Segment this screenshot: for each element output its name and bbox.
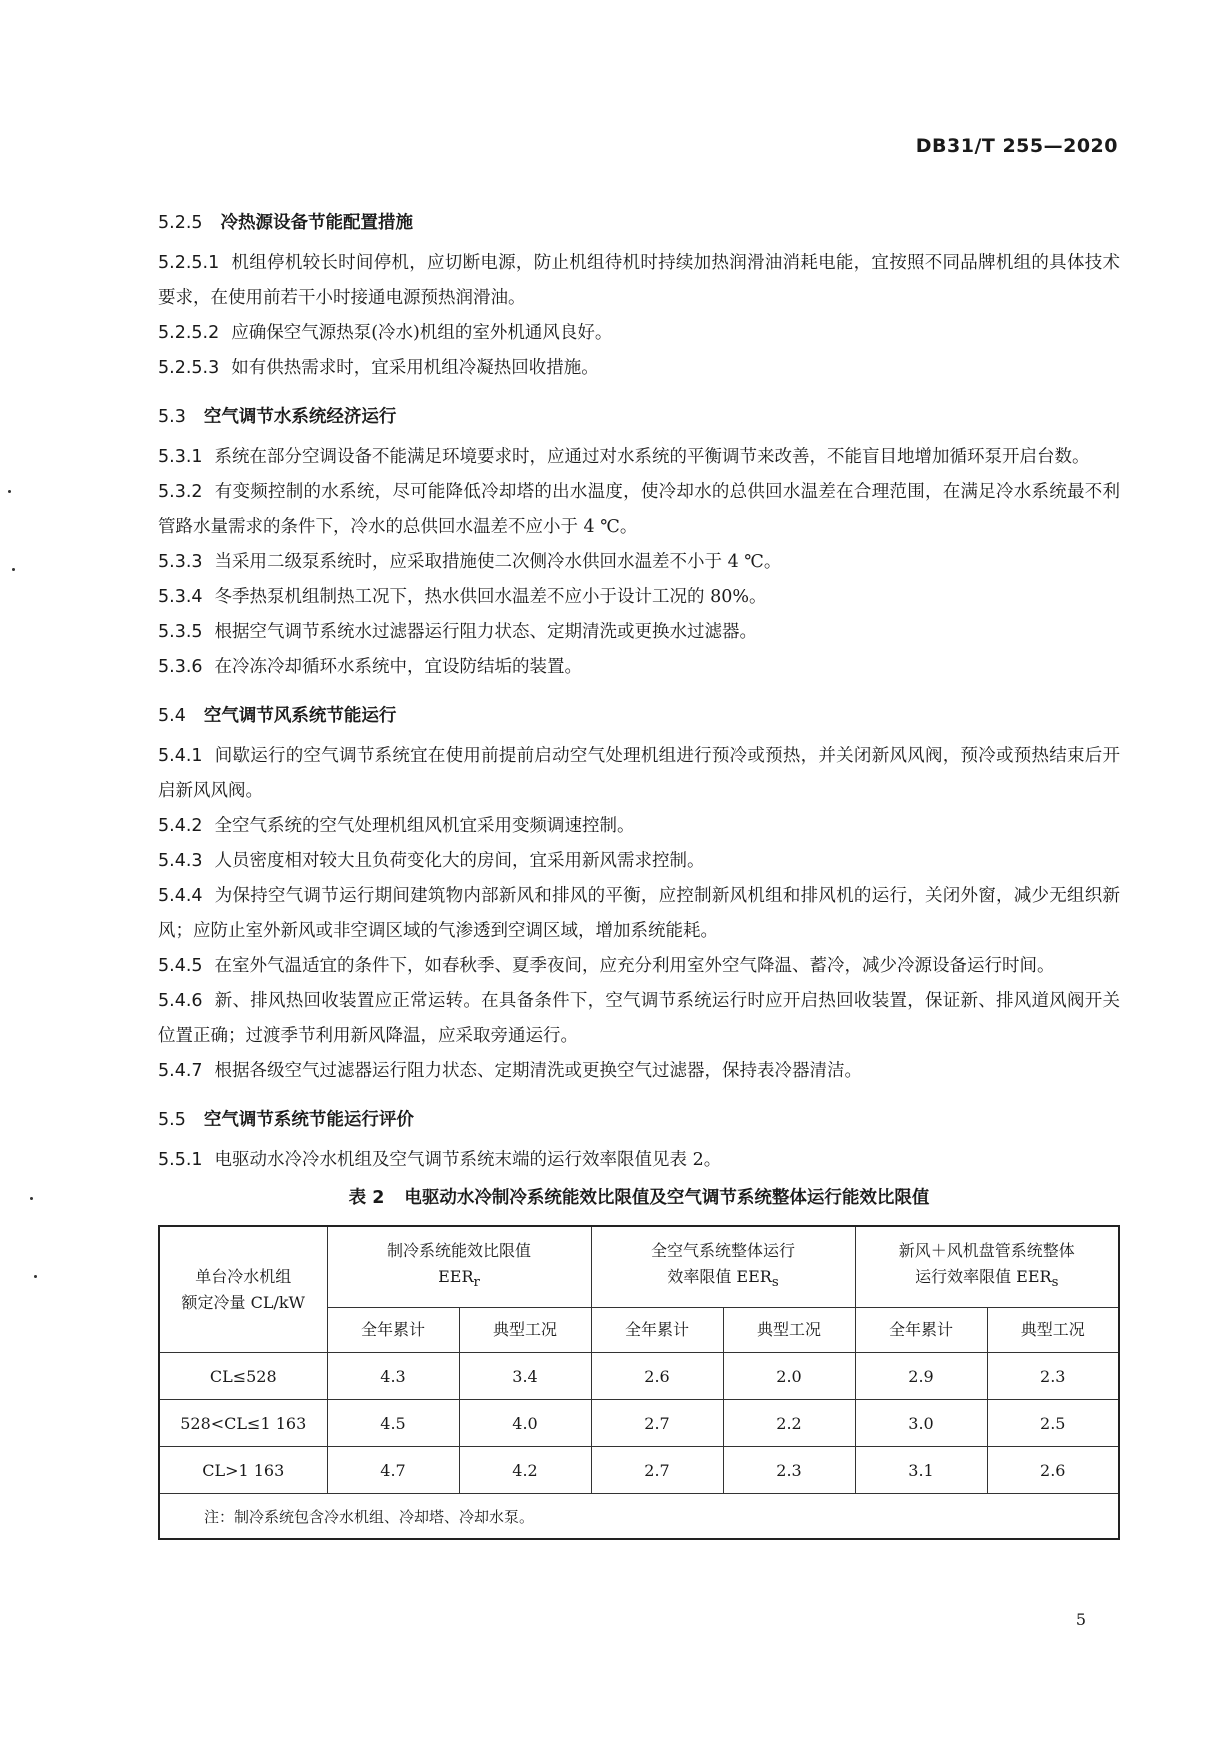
- table-header-group: 新风＋风机盘管系统整体 运行效率限值 $EER_s$: [855, 1226, 1119, 1308]
- table-header-group: 制冷系统能效比限值 $EER_r$: [327, 1226, 591, 1308]
- table-cell-label: CL>1 163: [159, 1447, 327, 1494]
- table-cell: 4.2: [459, 1447, 591, 1494]
- scan-mark: [34, 1275, 37, 1278]
- clause-5-4-4: 5.4.4 为保持空气调节运行期间建筑物内部新风和排风的平衡，应控制新风机组和排风机的运行，关闭外窗，减少无组织新风；应防止室外新风或非空调区域的气渗透到空调区域，增加系统能耗。: [158, 886, 1120, 941]
- scan-mark: [12, 568, 15, 571]
- table-cell-label: 528<CL≤1 163: [159, 1400, 327, 1447]
- table-row: [159, 1447, 1119, 1494]
- document-body: [158, 208, 1120, 1540]
- section-heading-5-2-5: 5.2.5 冷热源设备节能配置措施: [158, 213, 414, 233]
- table-cell: 2.6: [591, 1353, 723, 1400]
- table-cell: 2.6: [987, 1447, 1119, 1494]
- clause-5-4-5: 5.4.5 在室外气温适宜的条件下，如春秋季、夏季夜间，应充分利用室外空气降温、蓄冷，减少冷源设备运行时间。: [158, 956, 1055, 976]
- clause-5-4-7: 5.4.7 根据各级空气过滤器运行阻力状态、定期清洗或更换空气过滤器，保持表冷器清洁。: [158, 1061, 863, 1081]
- document-code: DB31/T 255—2020: [915, 135, 1118, 157]
- clause-5-3-5: 5.3.5 根据空气调节系统水过滤器运行阻力状态、定期清洗或更换水过滤器。: [158, 622, 758, 642]
- section-heading-5-3: 5.3 空气调节水系统经济运行: [158, 407, 397, 427]
- table-cell: 2.3: [723, 1447, 855, 1494]
- clause-5-2-5-1: 5.2.5.1 机组停机较长时间停机，应切断电源，防止机组待机时持续加热润滑油消耗电能，宜按照不同品牌机组的具体技术要求，在使用前若干小时接通电源预热润滑油。: [158, 253, 1120, 308]
- clause-5-4-2: 5.4.2 全空气系统的空气处理机组风机宜采用变频调速控制。: [158, 816, 635, 836]
- clause-5-4-1: 5.4.1 间歇运行的空气调节系统宜在使用前提前启动空气处理机组进行预冷或预热，并关闭新风风阀，预冷或预热结束后开启新风风阀。: [158, 746, 1120, 801]
- clause-5-4-6: 5.4.6 新、排风热回收装置应正常运转。在具备条件下，空气调节系统运行时应开启热回收装置，保证新、排风道风阀开关位置正确；过渡季节利用新风降温，应采取旁通运行。: [158, 991, 1120, 1046]
- clause-5-3-4: 5.3.4 冬季热泵机组制热工况下，热水供回水温差不应小于设计工况的 80%。: [158, 587, 767, 607]
- table-cell: 2.3: [987, 1353, 1119, 1400]
- table-subheader: 全年累计: [855, 1308, 987, 1353]
- scan-mark: [30, 1197, 33, 1200]
- table-subheader: 全年累计: [327, 1308, 459, 1353]
- table-cell: 4.5: [327, 1400, 459, 1447]
- table-note: 注：制冷系统包含冷水机组、冷却塔、冷却水泵。: [159, 1494, 1119, 1540]
- clause-5-4-3: 5.4.3 人员密度相对较大且负荷变化大的房间，宜采用新风需求控制。: [158, 851, 705, 871]
- scan-mark: [8, 490, 11, 493]
- table-subheader: 全年累计: [591, 1308, 723, 1353]
- table-cell: 2.7: [591, 1400, 723, 1447]
- clause-5-3-2: 5.3.2 有变频控制的水系统，尽可能降低冷却塔的出水温度，使冷却水的总供回水温差在合理范围，在满足冷水系统最不利管路水量需求的条件下，冷水的总供回水温差不应小于 4 ℃。: [158, 482, 1120, 537]
- efficiency-limits-table: [158, 1225, 1120, 1540]
- clause-5-2-5-3: 5.2.5.3 如有供热需求时，宜采用机组冷凝热回收措施。: [158, 358, 599, 378]
- table-subheader: 典型工况: [723, 1308, 855, 1353]
- table-cell: 4.7: [327, 1447, 459, 1494]
- table-row: [159, 1353, 1119, 1400]
- table-cell: 2.2: [723, 1400, 855, 1447]
- table-cell: 2.5: [987, 1400, 1119, 1447]
- clause-5-3-6: 5.3.6 在冷冻冷却循环水系统中，宜设防结垢的装置。: [158, 657, 583, 677]
- table-header-group: 全空气系统整体运行 效率限值 $EER_s$: [591, 1226, 855, 1308]
- table-cell: 3.0: [855, 1400, 987, 1447]
- table-caption: 表 2 电驱动水冷制冷系统能效比限值及空气调节系统整体运行能效比限值: [348, 1188, 930, 1208]
- table-cell: 3.4: [459, 1353, 591, 1400]
- clause-5-3-3: 5.3.3 当采用二级泵系统时，应采取措施使二次侧冷水供回水温差不小于 4 ℃。: [158, 552, 782, 572]
- section-heading-5-4: 5.4 空气调节风系统节能运行: [158, 706, 397, 726]
- clause-5-3-1: 5.3.1 系统在部分空调设备不能满足环境要求时，应通过对水系统的平衡调节来改善，不能盲目地增加循环泵开启台数。: [158, 447, 1090, 467]
- clause-5-5-1: 5.5.1 电驱动水冷冷水机组及空气调节系统末端的运行效率限值见表 2。: [158, 1150, 722, 1170]
- table-cell: 3.1: [855, 1447, 987, 1494]
- table-cell: 4.3: [327, 1353, 459, 1400]
- section-heading-5-5: 5.5 空气调节系统节能运行评价: [158, 1110, 414, 1130]
- table-cell: 2.0: [723, 1353, 855, 1400]
- table-header-capacity: 单台冷水机组 额定冷量 CL/kW: [159, 1226, 327, 1353]
- table-cell: 2.7: [591, 1447, 723, 1494]
- clause-5-2-5-2: 5.2.5.2 应确保空气源热泵(冷水)机组的室外机通风良好。: [158, 323, 613, 343]
- table-cell: 4.0: [459, 1400, 591, 1447]
- table-subheader: 典型工况: [987, 1308, 1119, 1353]
- table-cell: 2.9: [855, 1353, 987, 1400]
- table-cell-label: CL≤528: [159, 1353, 327, 1400]
- table-subheader: 典型工况: [459, 1308, 591, 1353]
- table-row: [159, 1400, 1119, 1447]
- page-number: 5: [1075, 1610, 1086, 1629]
